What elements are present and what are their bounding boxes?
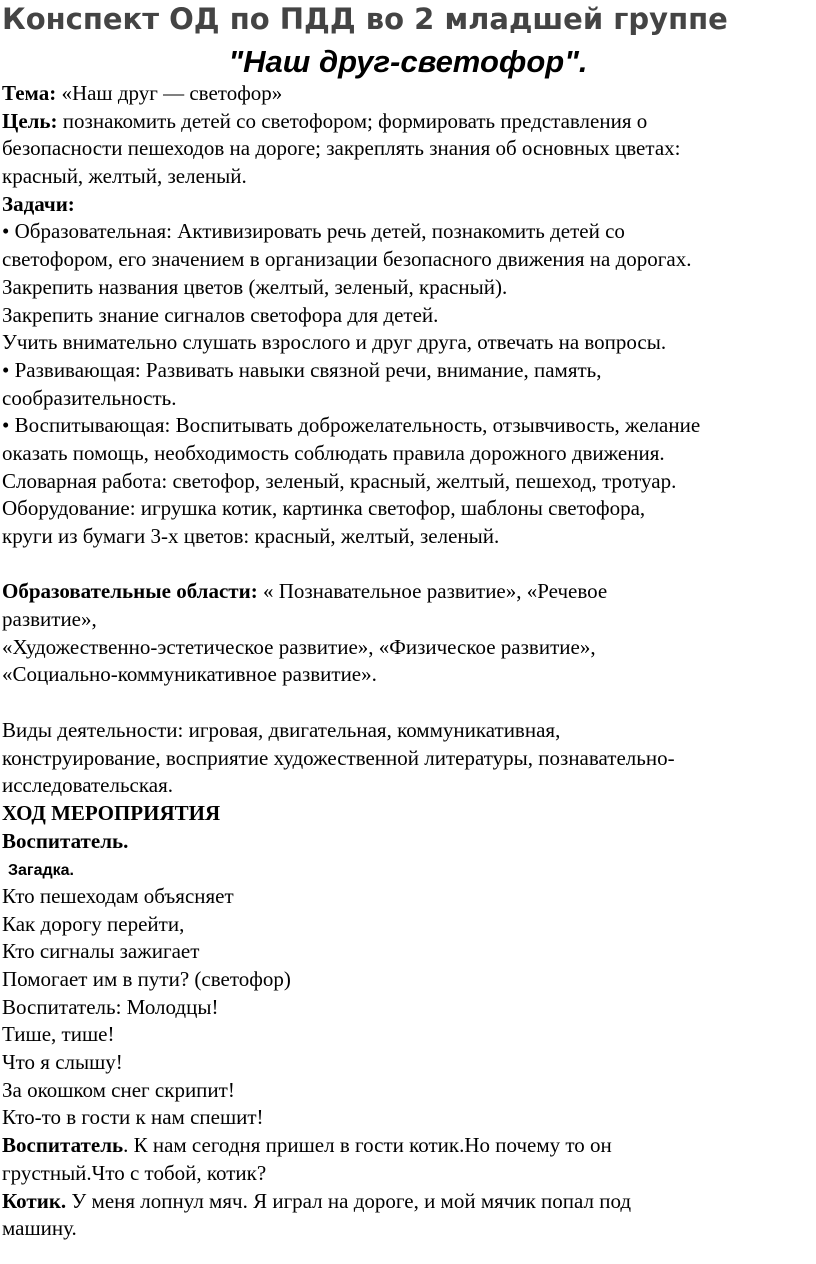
document-body [2,80,816,1243]
poem-line: Что я слышу! [2,1050,123,1075]
theme-line [2,80,816,108]
areas-line: «Художественно-эстетическое развитие», «Физическое развитие», [2,634,596,659]
teacher-label: Воспитатель [2,1133,124,1158]
teacher-line: грустный.Что с тобой, котик? [2,1160,267,1185]
tasks-line: Словарная работа: светофор, зеленый, красный, желтый, пешеход, тротуар. [2,468,677,493]
areas-line: развитие», [2,607,97,632]
tasks-line: Учить внимательно слушать взрослого и друг друга, отвечать на вопросы. [2,330,667,355]
poem-line: Кто сигналы зажигает [2,939,200,964]
tasks-line: светофором, его значением в организации безопасного движения на дорогах. [2,247,692,272]
goal-line: безопасности пешеходов на дороге; закреплять знания об основных цветах: [2,136,681,161]
riddle-heading: Загадка. [8,862,74,880]
poem-line: Кто-то в гости к нам спешит! [2,1105,264,1130]
tasks-heading: Задачи: [2,191,75,216]
poem-line: Как дорогу перейти, [2,911,185,936]
poem-line: Помогает им в пути? (светофор) [2,967,291,991]
document-title: Конспект ОД по ПДД во 2 младшей группе [2,2,728,36]
areas-label: Образовательные области: [2,579,258,604]
teacher-heading: Воспитатель. [2,828,129,853]
poem-line: За окошком снег скрипит! [2,1077,235,1102]
goal-line: красный, желтый, зеленый. [2,164,247,189]
cat-line: Котик. У меня лопнул мяч. Я играл на дороге, и мой мячик попал под [2,1188,632,1213]
tasks-line: Оборудование: игрушка котик, картинка светофор, шаблоны светофора, [2,496,646,521]
goal-label: Цель: [2,108,58,133]
teacher-line: Воспитатель. К нам сегодня пришел в гости котик.Но почему то он [2,1133,612,1158]
spacer [2,551,816,579]
tasks-line: сообразительность. [2,385,177,410]
document-subtitle: "Наш друг-светофор". [228,44,588,79]
activities-line: Виды деятельности: игровая, двигательная, коммуникативная, [2,717,561,742]
goal-text: познакомить детей со светофором; формировать представления о [57,108,648,133]
activities-line: конструирование, восприятие художественной литературы, познавательно- [2,745,675,770]
poem-line: Кто пешеходам объясняет [2,883,234,908]
cat-line: машину. [2,1216,77,1241]
course-heading: ХОД МЕРОПРИЯТИЯ [2,800,221,825]
tasks-line: Закрепить названия цветов (желтый, зеленый, красный). [2,274,508,299]
tasks-line: • Воспитывающая: Воспитывать доброжелательность, отзывчивость, желание [2,413,701,438]
spacer [2,689,816,717]
poem-line: Воспитатель: Молодцы! [2,994,219,1019]
tasks-line: оказать помощь, необходимость соблюдать правила дорожного движения. [2,440,665,465]
tasks-line: круги из бумаги 3-х цветов: красный, желтый, зеленый. [2,524,500,548]
tasks-line: • Образовательная: Активизировать речь детей, познакомить детей со [2,219,625,244]
theme-label: Тема: [2,81,57,105]
goal-line [2,108,816,136]
activities-line: исследовательская. [2,773,173,798]
areas-line: «Социально-коммуникативное развитие». [2,662,377,687]
tasks-line: • Развивающая: Развивать навыки связной речи, внимание, память, [2,357,602,382]
theme-text: «Наш друг — светофор» [56,81,283,105]
tasks-line: Закрепить знание сигналов светофора для детей. [2,302,439,327]
cat-label: Котик. [2,1188,67,1213]
areas-line: Образовательные области: « Познавательное развитие», «Речевое [2,579,608,604]
poem-line: Тише, тише! [2,1022,115,1047]
